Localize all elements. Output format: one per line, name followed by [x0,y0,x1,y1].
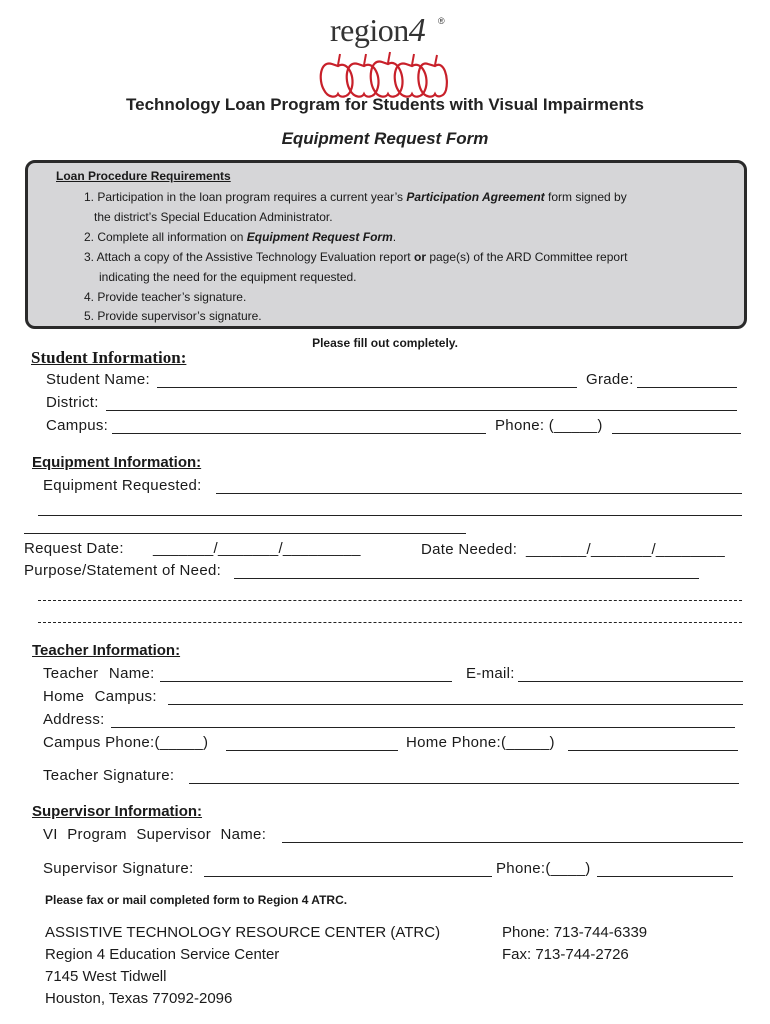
teacher-signature-field[interactable] [189,783,739,784]
teacher-signature-label: Teacher Signature: [43,767,175,784]
purpose-label: Purpose/Statement of Need: [24,562,222,579]
purpose-line-2[interactable] [38,600,742,601]
date-needed-label: Date Needed: [421,541,518,558]
contact-phone: Phone: 713-744-6339 [502,924,648,941]
purpose-field[interactable] [234,578,699,579]
vi-supervisor-field[interactable] [282,842,743,843]
address-label: Address: [43,711,105,728]
procedure-item-3-cont: indicating the need for the equipment requested. [99,270,357,284]
supervisor-phone-label: Phone:(____) [496,860,591,877]
fax-mail-note: Please fax or mail completed form to Region 4 ATRC. [45,893,348,907]
registered-mark: ® [438,16,445,26]
supervisor-signature-field[interactable] [204,876,492,877]
service-center-name: Region 4 Education Service Center [45,946,280,963]
city-state-zip: Houston, Texas 77092-2096 [45,990,233,1007]
region4-logo [310,12,460,102]
email-field[interactable] [518,681,743,682]
fill-instruction: Please fill out completely. [312,336,458,350]
loan-procedure-box [25,160,747,329]
procedure-heading: Loan Procedure Requirements [56,169,231,183]
vi-supervisor-label: VI Program Supervisor Name: [43,826,267,843]
campus-phone-label: Campus Phone:(_____) [43,734,209,751]
request-date-field[interactable]: _______/_______/_________ [153,540,361,557]
home-campus-field[interactable] [168,704,743,705]
campus-field[interactable] [112,433,486,434]
grade-field[interactable] [637,387,737,388]
district-field[interactable] [106,410,737,411]
home-phone-field[interactable] [568,750,738,751]
supervisor-phone-field[interactable] [597,876,733,877]
procedure-item-2: 2. Complete all information on Equipment Request Form. [84,230,397,244]
equipment-section-heading: Equipment Information: [32,454,202,471]
student-phone-label: Phone: (_____) [495,417,603,434]
form-title: Technology Loan Program for Students with Visual Impairments [126,95,644,114]
equipment-requested-label: Equipment Requested: [43,477,202,494]
date-needed-field[interactable]: _______/_______/________ [526,541,726,558]
procedure-item-1-cont: the district’s Special Education Administrator. [94,210,333,224]
teacher-name-field[interactable] [160,681,452,682]
address-field[interactable] [111,727,735,728]
home-phone-label: Home Phone:(_____) [406,734,555,751]
procedure-item-5: 5. Provide supervisor’s signature. [84,309,262,323]
street-address: 7145 West Tidwell [45,968,167,985]
home-campus-label: Home Campus: [43,688,157,705]
campus-label: Campus: [46,417,109,434]
equipment-requested-field[interactable] [216,493,742,494]
equipment-requested-line-3[interactable] [24,533,466,534]
form-subtitle: Equipment Request Form [281,129,489,148]
teacher-section-heading: Teacher Information: [32,642,181,659]
campus-phone-field[interactable] [226,750,398,751]
procedure-item-3: 3. Attach a copy of the Assistive Technology Evaluation report or page(s) of the ARD Committee report [84,250,628,264]
equipment-requested-line-2[interactable] [38,515,742,516]
contact-fax: Fax: 713-744-2726 [502,946,629,963]
student-section-heading: Student Information: [31,348,187,367]
student-name-field[interactable] [157,387,577,388]
supervisor-section-heading: Supervisor Information: [32,803,203,820]
request-date-label: Request Date: [24,540,124,557]
student-phone-field[interactable] [612,433,741,434]
supervisor-signature-label: Supervisor Signature: [43,860,194,877]
logo-wordmark: region4 [330,12,426,49]
purpose-line-3[interactable] [38,622,742,623]
atrc-name: ASSISTIVE TECHNOLOGY RESOURCE CENTER (ATRC) [45,924,441,941]
grade-label: Grade: [586,371,634,388]
district-label: District: [46,394,99,411]
teacher-name-label: Teacher Name: [43,665,155,682]
email-label: E-mail: [466,665,515,682]
procedure-item-1: 1. Participation in the loan program requires a current year’s Participation Agreement form signed by [84,190,627,204]
procedure-item-4: 4. Provide teacher’s signature. [84,290,247,304]
student-name-label: Student Name: [46,371,150,388]
